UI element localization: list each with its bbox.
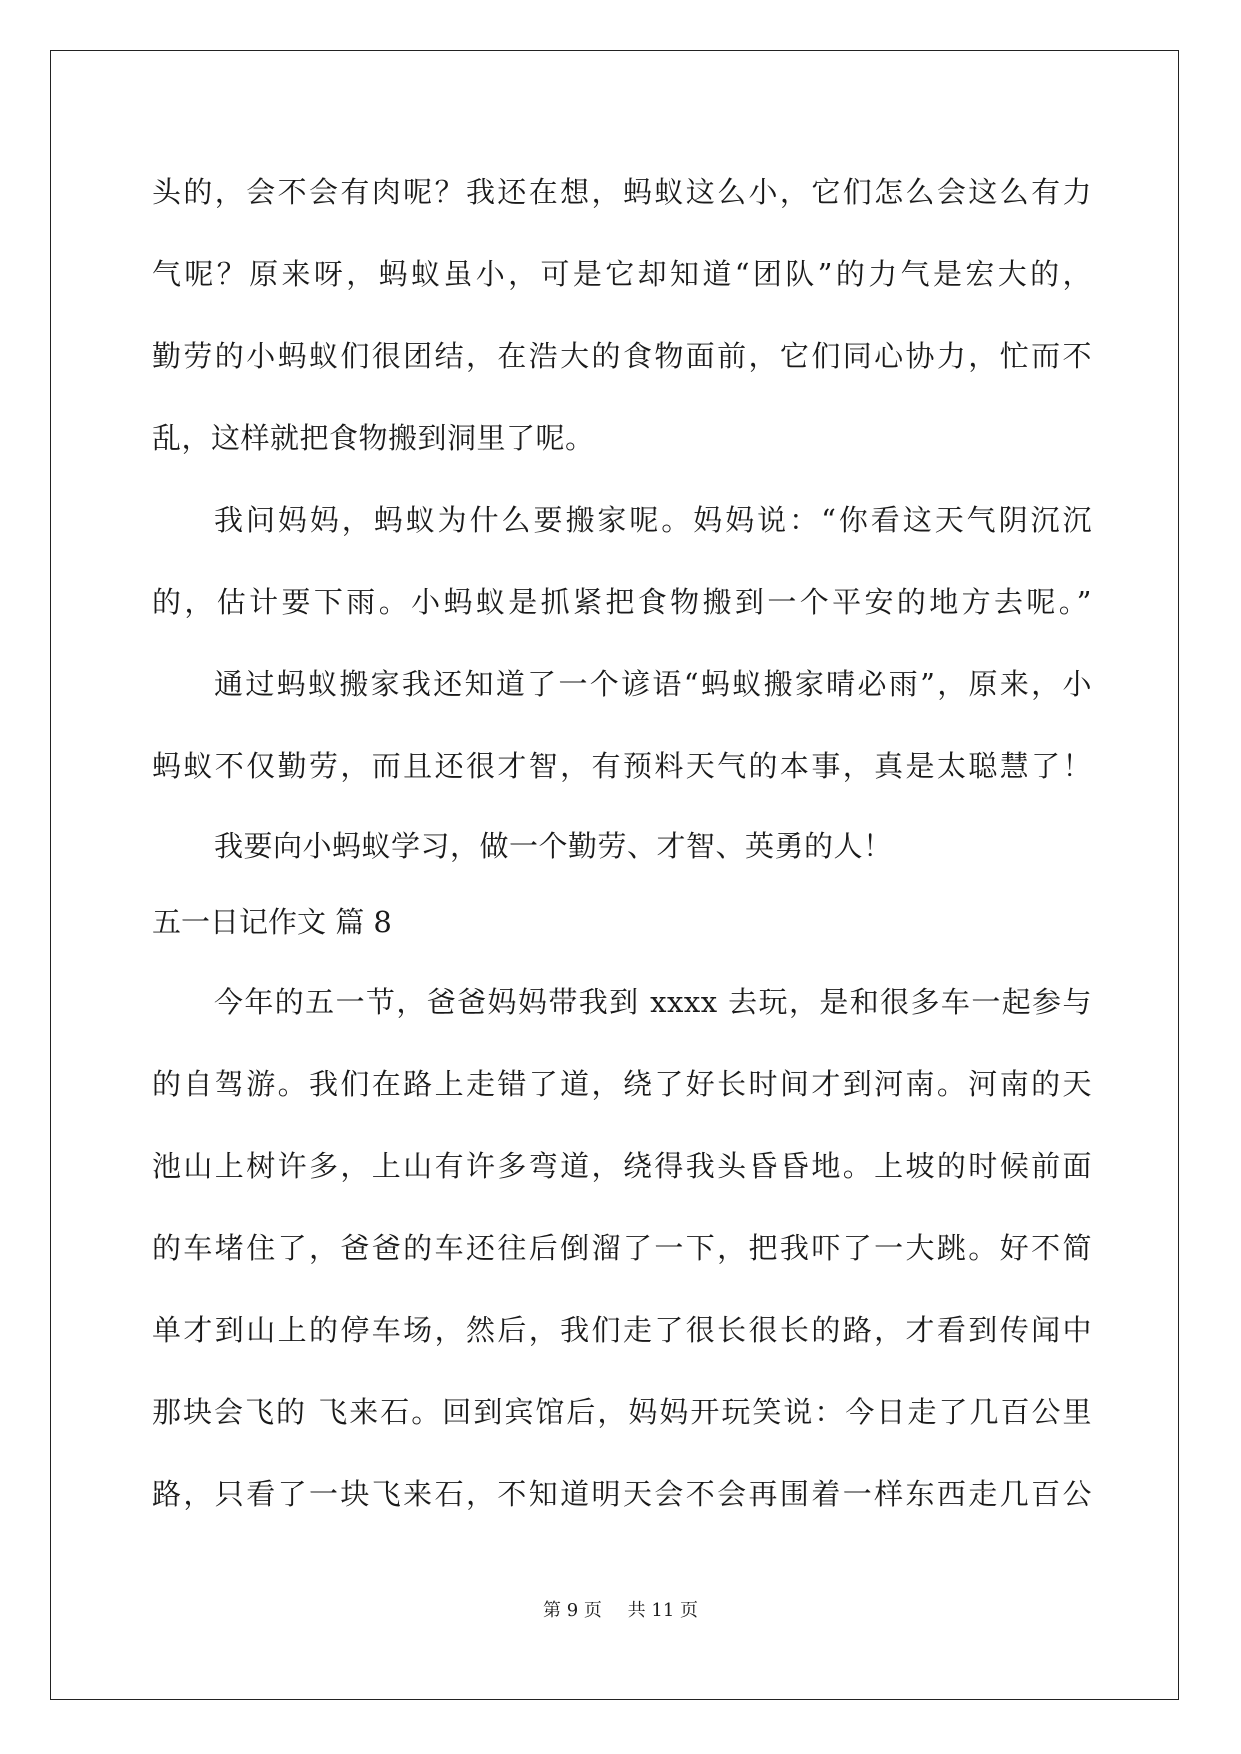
text-line: 气呢？原来呀，蚂蚁虽小，可是它却知道“团队”的力气是宏大的， [152, 257, 1092, 291]
text-line: 乱，这样就把食物搬到洞里了呢。 [152, 421, 595, 455]
text-line: 今年的五一节，爸爸妈妈带我到 xxxx 去玩，是和很多车一起参与 [214, 985, 1092, 1019]
text-line: 蚂蚁不仅勤劳，而且还很才智，有预料天气的本事，真是太聪慧了！ [152, 749, 1092, 783]
text-line: 我问妈妈，蚂蚁为什么要搬家呢。妈妈说：“你看这天气阴沉沉 [214, 503, 1092, 537]
text-line: 的自驾游。我们在路上走错了道，绕了好长时间才到河南。河南的天 [152, 1067, 1092, 1101]
text-line: 勤劳的小蚂蚁们很团结，在浩大的食物面前，它们同心协力，忙而不 [152, 339, 1092, 373]
text-line: 通过蚂蚁搬家我还知道了一个谚语“蚂蚁搬家晴必雨”，原来，小 [214, 667, 1092, 701]
section-heading: 五一日记作文 篇 8 [152, 905, 392, 939]
text-line: 那块会飞的 飞来石。回到宾馆后，妈妈开玩笑说：今日走了几百公里 [152, 1395, 1092, 1429]
page-total: 共 11 页 [627, 1600, 698, 1621]
text-line: 路，只看了一块飞来石，不知道明天会不会再围着一样东西走几百公 [152, 1477, 1092, 1511]
text-line: 的，估计要下雨。小蚂蚁是抓紧把食物搬到一个平安的地方去呢。” [152, 585, 1092, 619]
page-footer [0, 1596, 1241, 1622]
text-line: 单才到山上的停车场，然后，我们走了很长很长的路，才看到传闻中 [152, 1313, 1092, 1347]
text-line: 的车堵住了，爸爸的车还往后倒溜了一下，把我吓了一大跳。好不简 [152, 1231, 1092, 1265]
page-number: 第 9 页 [543, 1600, 602, 1621]
page-border [50, 50, 1179, 1700]
text-line: 池山上树许多，上山有许多弯道，绕得我头昏昏地。上坡的时候前面 [152, 1149, 1092, 1183]
text-line: 我要向小蚂蚁学习，做一个勤劳、才智、英勇的人！ [214, 829, 893, 863]
text-line: 头的，会不会有肉呢？我还在想，蚂蚁这么小，它们怎么会这么有力 [152, 175, 1092, 209]
